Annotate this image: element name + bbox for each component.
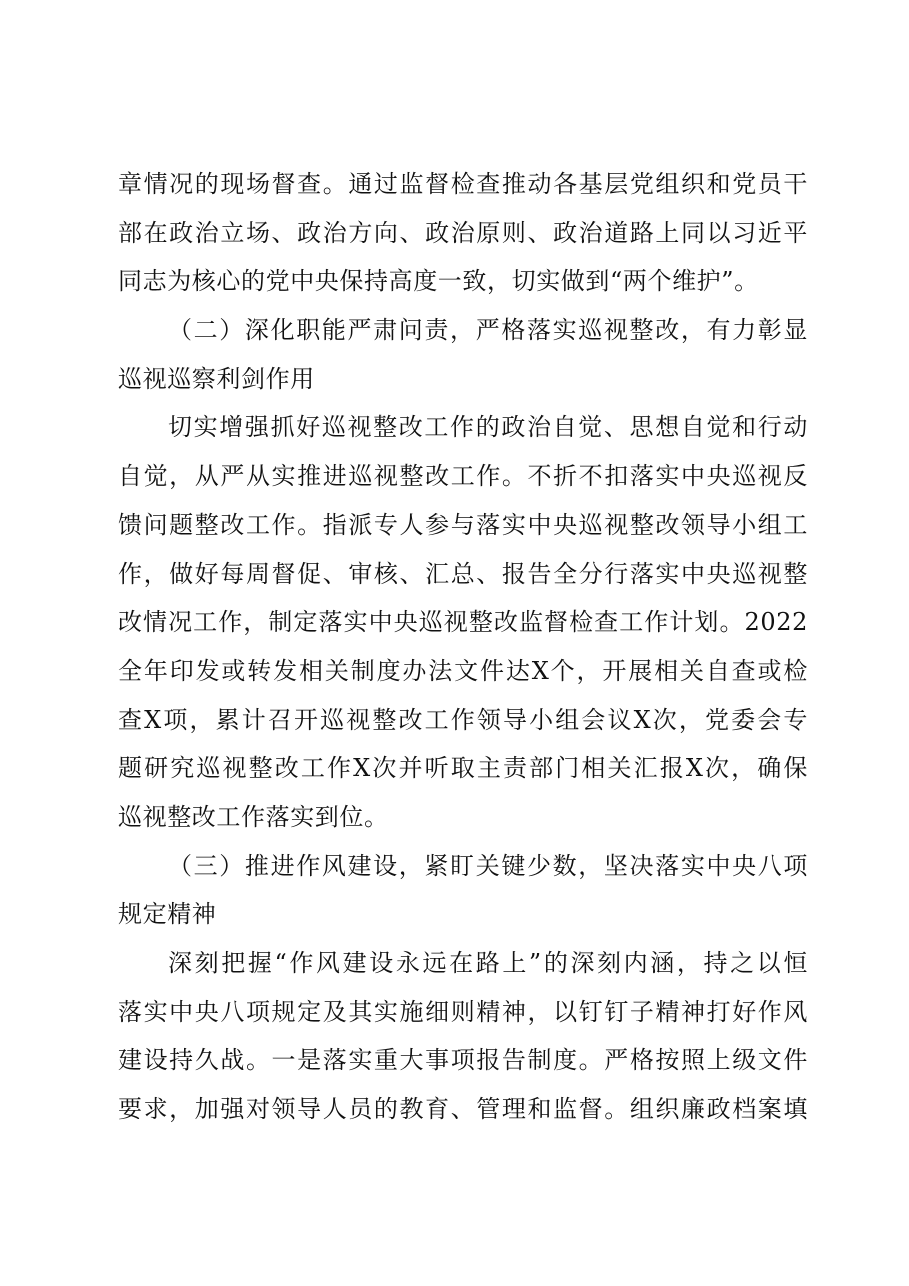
paragraph-inspection-rectification [118, 403, 808, 841]
text-line: 自觉，从严从实推进巡视整改工作。不折不扣落实中央巡视反 [118, 462, 808, 491]
text-line: 全年印发或转发相关制度办法文件达X个，开展相关自查或检 [118, 656, 808, 685]
paragraph-work-style [118, 939, 808, 1134]
text-line: 建设持久战。一是落实重大事项报告制度。严格按照上级文件 [118, 1046, 808, 1075]
section-heading-3 [118, 842, 808, 939]
text-line: 馈问题整改工作。指派专人参与落实中央巡视整改领导小组工 [118, 510, 808, 539]
text-line: 深刻把握“作风建设永远在路上”的深刻内涵，持之以恒 [168, 949, 808, 977]
text-line: 要求，加强对领导人员的教育、管理和监督。组织廉政档案填 [118, 1095, 808, 1124]
text-line: 切实增强抓好巡视整改工作的政治自觉、思想自觉和行动 [168, 413, 808, 442]
text-line: 同志为核心的党中央保持高度一致，切实做到“两个维护”。 [118, 267, 759, 296]
heading-line: 巡视巡察利剑作用 [118, 364, 315, 393]
text-line: 章情况的现场督查。通过监督检查推动各基层党组织和党员干 [118, 170, 808, 198]
section-heading-2 [118, 306, 808, 403]
text-line: 巡视整改工作落实到位。 [118, 802, 389, 831]
paragraph-supervision [118, 160, 808, 306]
text-line: 落实中央八项规定及其实施细则精神，以钉钉子精神打好作风 [118, 997, 808, 1026]
text-line: 作，做好每周督促、审核、汇总、报告全分行落实中央巡视整 [118, 559, 808, 588]
text-line: 改情况工作，制定落实中央巡视整改监督检查工作计划。2022 [118, 608, 808, 637]
heading-line: （三）推进作风建设，紧盯关键少数，坚决落实中央八项 [168, 851, 808, 880]
heading-line: （二）深化职能严肃问责，严格落实巡视整改，有力彰显 [168, 316, 808, 345]
text-line: 查X项，累计召开巡视整改工作领导小组会议X次，党委会专 [118, 705, 808, 734]
document-body [118, 160, 808, 1134]
text-line: 题研究巡视整改工作X次并听取主责部门相关汇报X次，确保 [118, 754, 808, 783]
heading-line: 规定精神 [118, 900, 217, 929]
text-line: 部在政治立场、政治方向、政治原则、政治道路上同以习近平 [118, 218, 808, 247]
